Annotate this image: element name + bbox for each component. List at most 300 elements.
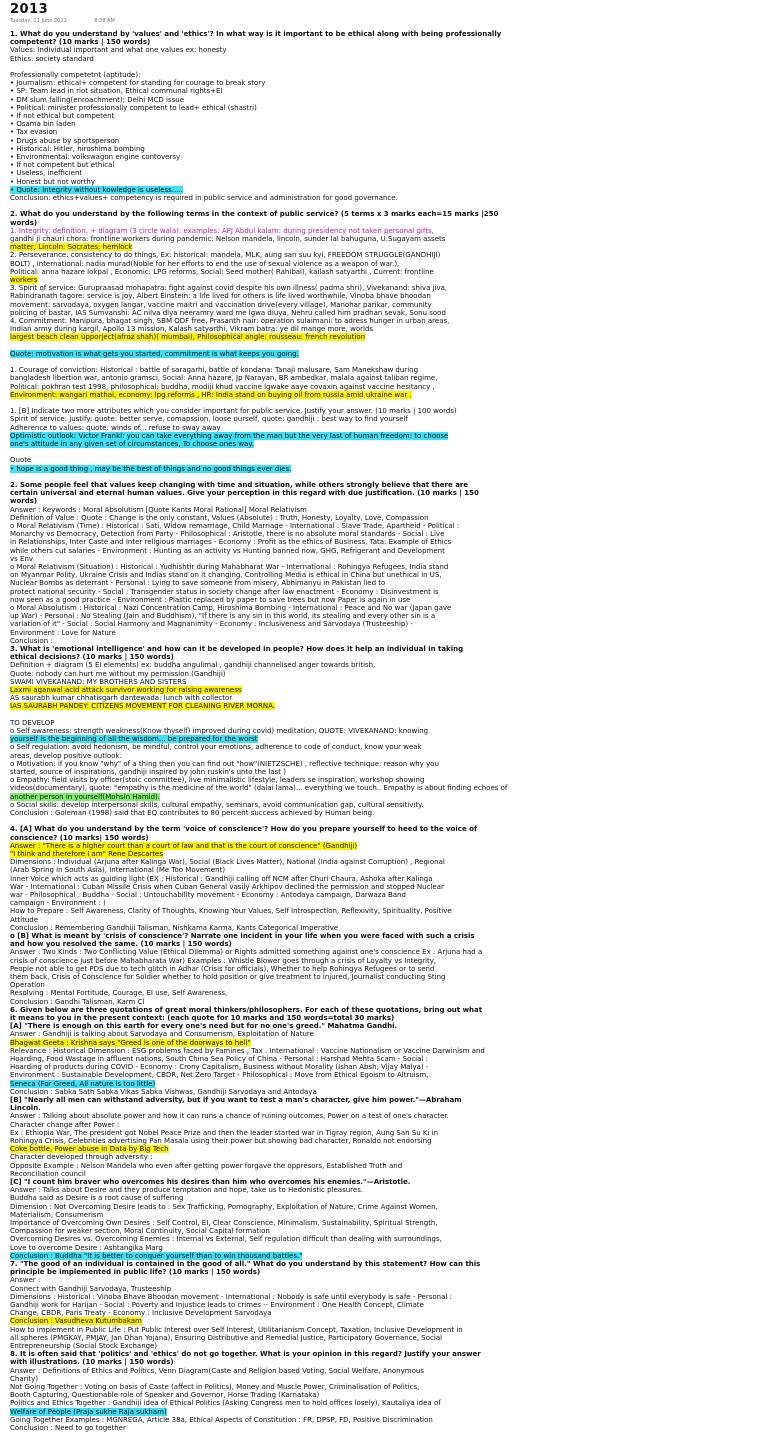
line-text: Ex : Ethiopia War, The president got Nobel Peace Prize and then the leader started war in Tigray region, Aung San Su Ki in [10, 1128, 439, 1137]
text-line [10, 145, 145, 153]
line-text: War - International : Cuban Missile Crisis when Cuban General vasily Arkhipov declined the permission and stopped Nuclear [10, 882, 444, 891]
line-text: • Useless, inefficient [10, 169, 83, 178]
text-line [10, 46, 227, 54]
text-line [10, 719, 54, 727]
text-line [10, 350, 299, 358]
text-line [10, 374, 437, 382]
line-text: Monarchy vs Democracy, Detection from Party - Philosophical : Aristotle, there is no absolute moral standards - Social : Live [10, 530, 445, 539]
line-text: Answer : [10, 1276, 41, 1285]
line-text: o Moral Relativism (Time) : Historical : Sati, Widow remarriage, Child Marriage - International : Slave Trade, Apartheid - Political : [10, 522, 460, 530]
line-text: principle be implemented in public life? (10 marks | 150 words) [10, 1268, 261, 1277]
line-text: words) [10, 218, 38, 227]
text-line [10, 366, 418, 374]
line-text: • Political: minister professionally competent to lead+ ethical (shastri) [10, 103, 257, 112]
text-line [10, 219, 37, 227]
text-line [10, 38, 150, 46]
text-line [10, 96, 184, 104]
line-text: Optimistic outlook: Victor Frankl: you can take everything away from the man but the very last of human freedom: to choose [10, 431, 449, 440]
text-line [10, 1170, 86, 1178]
line-text: Dimension : Not Overcoming Desire leads to : Sex Trafficking, Pornography, Exploitation of Nature, Crime Against Women, [10, 1202, 438, 1211]
line-text: Dimensions : Historical : Vinoba Bhave Bhoodan movement - International : Nobody is safe until everybody is safe - Personal : [10, 1292, 452, 1301]
text-line [10, 1014, 394, 1022]
line-text: Compassion for weaker section, Moral Continuity, Social Capital formation [10, 1227, 270, 1236]
text-line [10, 612, 435, 620]
text-line [10, 686, 242, 694]
line-text: Gandhiji work for Harijan - Social : Poverty and Injustice leads to crimes -- Environment : One Health Concept, Climate [10, 1301, 424, 1309]
text-line [10, 497, 37, 505]
text-line [10, 776, 424, 784]
line-text: Indian army during kargil, Apollo 13 mission, Kalash satyarthi, Vikram batra: ye dil mange more, worlds [10, 325, 374, 334]
line-text: 2. Perseverance: consistency to do things, Ex: historical: mandela, MLK, aung san suu kyi, FREEDOM STRUGGLE(GANDHIJI) [10, 251, 441, 260]
text-line [10, 694, 232, 702]
text-line [10, 1030, 314, 1038]
text-line [10, 227, 434, 235]
text-line [10, 1309, 272, 1317]
line-text: Going Together Examples : MGNREGA, Article 38a, Ethical Aspects of Constitution : FR, DPSP, FD, Positive Discrimination [10, 1415, 433, 1424]
text-line [10, 1194, 184, 1202]
line-text: Ethics: society standard [10, 54, 94, 63]
line-text: Relevance : Historical Dimension : ESG problems faced by Famines , Tax . International : Vaccine Nationalism or Vaccine Darwinism and [10, 1046, 485, 1055]
line-text: all spheres (PMGKAY, PMJAY, Jan Dhan Yojana), Ensuring Distributive and Remedial Justice, Participatory Governance, Social [10, 1333, 443, 1342]
text-line [10, 760, 439, 768]
text-line [10, 432, 448, 440]
text-line [10, 415, 408, 423]
text-line [10, 1055, 428, 1063]
text-line [10, 702, 275, 710]
text-line [10, 383, 435, 391]
text-line [10, 571, 442, 579]
text-line [10, 866, 225, 874]
line-text: vs Env [10, 554, 34, 563]
text-line [10, 891, 406, 899]
text-line [10, 629, 116, 637]
text-line [10, 1071, 428, 1079]
line-text: • DM slum falling(enroachment); Delhi MCD issue [10, 95, 184, 104]
line-text: 1. What do you understand by 'values' and 'ethics'? In what way is it important to be ethical along with being professionally [10, 30, 502, 38]
line-text: Love to overcome Desire : Ashtangika Marg [10, 1243, 163, 1252]
text-line [10, 161, 114, 169]
text-line [10, 1317, 142, 1325]
line-text: • hope is a good thing , may be the best of things and no good things ever dies. [10, 464, 292, 473]
line-text: Quote [10, 456, 32, 465]
line-text: 3. What is 'emotional intelligence' and how can it be developed in people? How does it help an individual in taking [10, 645, 464, 653]
text-line [10, 1424, 126, 1432]
line-text: 2. What do you understand by the following terms in the context of public service? (5 terms x 3 marks each=15 marks |250 [10, 210, 499, 219]
line-text: [A] "There is enough on this earth for every one's need but for no one's greed." Mahatma Gandhi. [10, 1022, 398, 1031]
text-line [10, 998, 144, 1006]
line-text: Answer : Definitions of Ethics and Politics, Venn Diagram(Caste and Religion based Voting, Social Welfare, Anonymous [10, 1366, 424, 1375]
text-line [10, 260, 399, 268]
text-line [10, 79, 265, 87]
line-text: o Self regulation: avoid hedonism, be mindful, control your emotions, adherence to code of conduct, know your weak [10, 743, 422, 752]
text-line [10, 1006, 482, 1014]
line-text: o Motivation: if you know "why" of a thing then you can find out "how"(NIETZSCHE) , reflective technique: reason why you [10, 759, 439, 768]
text-line [10, 637, 53, 645]
text-line [10, 481, 468, 489]
line-text: Professionally competetnt (aptitude): [10, 71, 141, 79]
text-line [10, 1383, 419, 1391]
text-line [10, 1227, 270, 1235]
text-line [10, 752, 122, 760]
text-line [10, 604, 451, 612]
line-text: o Social skills: develop interpersonal skills, cultural empathy, seminars, avoid communication gap, cultural sensitivity. [10, 800, 424, 809]
line-text: BOLT) , international: nadia murad(Noble for her efforts to end the use of sexual violence as a weapon of war.), [10, 259, 400, 268]
text-line [10, 1153, 152, 1161]
text-line [10, 555, 33, 563]
line-text: People not able to get PDS due to tech glitch in Adhar (Crisis for officials), Whether to help Rohingya Refugees or to send [10, 964, 435, 973]
text-line [10, 317, 449, 325]
line-text: Political: pokhran test 1998, philosophical: buddha, modiji khud vaccine lgwake aaye covaxin against vaccine hesitancy , [10, 382, 435, 391]
text-line [10, 1391, 319, 1399]
line-text: Conclusion : Gandhi Talisman, Karm Cl [10, 997, 145, 1006]
line-text: campaign - Environment : ) [10, 899, 106, 908]
text-line [10, 1375, 38, 1383]
text-line [10, 1235, 442, 1243]
line-text: in Relationships, Inter Caste and Inter religious marriages - Economy : Profit as the ethics of Business, Tata: Example of Ethics [10, 538, 452, 547]
line-text: Environment : Love for Nature [10, 628, 116, 637]
text-line [10, 1293, 452, 1301]
text-line [10, 120, 76, 128]
text-line [10, 325, 373, 333]
line-text: Inner Voice which acts as guiding light (EX : Historical : Gandhiji calling off NCM after Churi Chaura, Ashoka after Kalinga [10, 874, 433, 883]
text-line [10, 1088, 317, 1096]
line-text: Answer : Keywords : Moral Absolutism [Quote Kants Moral Rational] Moral Relativism [10, 505, 307, 514]
line-text: movement: sarvodaya, oxygen langar, vaccine maitri and vaccination drive(every village), Manohar parikar, community [10, 300, 432, 309]
line-text: TO DEVELOP [10, 718, 55, 727]
text-line [10, 809, 374, 817]
text-line [10, 678, 186, 686]
text-line [10, 1162, 402, 1170]
text-line [10, 957, 436, 965]
text-line [10, 1276, 40, 1284]
text-line [10, 276, 38, 284]
text-line [10, 1211, 103, 1219]
text-line [10, 1203, 438, 1211]
text-line [10, 1358, 174, 1366]
line-text: Conclusion : Sabka Sath Sabka Vikas Sabka Vishwas, Gandhiji Sarvodaya and Antodaya [10, 1087, 317, 1096]
line-text: Laxmi aganwal acid attack survivor working for raising awareness [10, 686, 242, 694]
line-text: • Journalism: ethical+ competent for standing for courage to break story [10, 79, 266, 88]
line-text: conscience? (10 marks| 150 words) [10, 833, 149, 842]
text-line [10, 784, 507, 792]
line-text: Bhagwat Geeta : Krishna says "Greed is one of the doorways to hell" [10, 1038, 251, 1047]
line-text: Operation [10, 981, 45, 990]
line-text: Conclusion : [10, 636, 53, 645]
line-text: • Quote: integrity without kowledge is useless..... [10, 185, 183, 194]
line-text: • Tax evasion [10, 128, 58, 137]
line-text: Spirit of service: justify: quote: better serve, comapssion, loose ourself, quote: gandhiji : best way to find yourself [10, 415, 409, 424]
text-line [10, 989, 227, 997]
line-text: with illustrations. (10 marks | 150 words) [10, 1358, 174, 1367]
line-text: Coke bottle, Power abuse in Data by Big Tech [10, 1145, 169, 1154]
line-text: • SP: Team lead in riot situation, Ethical communal rights+EI [10, 87, 223, 96]
text-line [10, 973, 445, 981]
text-line [10, 1408, 167, 1416]
text-line [10, 243, 132, 251]
line-text: Conclusion : Need to go together [10, 1424, 126, 1432]
line-text: Overcoming Desires vs. Overcoming Enemies : Internal vs External, Self regulation difficult than dealing with surroundings, [10, 1235, 442, 1244]
text-line [10, 1022, 397, 1030]
text-line [10, 907, 452, 915]
text-line [10, 284, 447, 292]
text-line [10, 948, 482, 956]
line-text: yourself is the beginning of all the wisdom... be prepared for the worst [10, 735, 258, 744]
text-line [10, 87, 223, 95]
line-text: 1. [B] Indicate two more attributes which you consider important for public service. Justify your answer. (10 marks | 100 words) [10, 407, 457, 416]
text-line [10, 1268, 260, 1276]
time-label: 8:38 AM [94, 18, 115, 24]
text-line [10, 440, 254, 448]
line-text: matter, Lincoln: Socrates: hemlock [10, 243, 133, 252]
line-text: • Honest but not worthy [10, 177, 96, 186]
line-text: Definition of Value : Quote : Change is the only constant, Values (Absolute) : Truth, Honesty, Loyalty, Love, Compassion [10, 513, 429, 522]
line-text: Booth Capturing, Questionable role of Speaker and Governor, Horse Trading (Karnataka) [10, 1391, 320, 1400]
text-line [10, 670, 226, 678]
text-line [10, 842, 357, 850]
line-text: Answer : Talks about Desire and they produce temptation and hope, take us to Hedonistic pleasures. [10, 1186, 364, 1195]
line-text: • Drugs abuse by sportsperson [10, 136, 120, 145]
text-line [10, 407, 457, 415]
text-line [10, 424, 221, 432]
text-line [10, 875, 433, 883]
line-text: Welfare of People (Praja sukhe Raja sukham) [10, 1407, 167, 1416]
text-line [10, 1096, 462, 1104]
text-line [10, 1063, 428, 1071]
line-text: while others cut salaries - Environment : Hunting as an activity vs Hunting banned now, GHG, Refrigerant and Development [10, 546, 445, 555]
line-text: AS saurabh kumar chhatisgarh dantewada: lunch with collector [10, 694, 233, 703]
line-text: Answer : "There is a higher court than a court of law and that is the court of conscience" (Gandhiji) [10, 841, 358, 850]
line-text: • If not ethical but competent [10, 112, 115, 120]
line-text: and how you resolved the same. (10 marks | 150 words) [10, 940, 232, 949]
text-line [10, 506, 307, 514]
line-text: gandhi ji chauri chora: frontline workers during pandemic: Nelson mandela, lincoln, sunder lal bahuguna, U.Sugayam assets [10, 235, 446, 243]
line-text: Materialism, Consumerism [10, 1210, 104, 1219]
text-line [10, 292, 431, 300]
line-text: o Empathy: field visits by officer(stoic committee), live minimalistic lifestyle, leaders se inspiration, workshop showing [10, 776, 425, 785]
text-line [10, 128, 57, 136]
line-text: 8. It is often said that 'politics' and 'ethics' do not go together. What is your opinion in this regard? Justify your answer [10, 1350, 481, 1359]
text-line [10, 1342, 157, 1350]
text-line [10, 538, 451, 546]
line-text: Conclusion : Remembering Gandhiji Talisman, Nishkama Karma, Kants Categorical Imperative [10, 923, 339, 932]
text-line [10, 391, 412, 399]
text-line [10, 793, 160, 801]
text-line [10, 235, 445, 243]
line-text: policing of bastar, IAS Sumvanshi: AC nilva diya neeramry ward me lgwa diuya, Nehru called him pradhan sevak, Sonu sood [10, 308, 446, 317]
line-text: Adherence to values: quote: winds of... refuse to sway away [10, 423, 221, 432]
page-meta [10, 18, 141, 24]
line-text: 1. Integrity: definition: + diagram (3 circle wala): examples: APJ Abdul kalam: during presidency not taken personal gifts, [10, 226, 434, 235]
line-text: Answer : Two Kinds : Two Conflicting Value (Ethical Dilemma) or Rights admitted something against one's conscience Ex : Arjuna had a [10, 948, 483, 957]
text-line [10, 899, 106, 907]
text-line [10, 653, 174, 661]
line-text: Nuclear Bombs as deterrant - Personal : Lying to save someone from misery, Abhimanyu in Pakistan lied to [10, 579, 386, 588]
text-line [10, 727, 428, 735]
line-text: SWAMI VIVEKANAND: MY BROTHERS AND SISTERS [10, 677, 187, 686]
line-text: Answer : Gandhiji is talking about Sarvodaya and Consumerism, Exploitation of Nature [10, 1030, 314, 1039]
line-text: • If not competent but ethical [10, 161, 115, 170]
text-line [10, 1145, 169, 1153]
text-line [10, 579, 385, 587]
line-text: Resolving : Mental Fortitude, Courage, EI use, Self Awareness, [10, 989, 228, 998]
text-line [10, 301, 432, 309]
text-line [10, 186, 183, 194]
line-text: How to implement in Public Life : Put Public Interest over Self Interest, Utilitarianism Concept, Taxation, Inclusive Development in [10, 1325, 463, 1334]
line-text: Entrepreneurship (Social Stock Exchange) [10, 1342, 158, 1350]
line-text: them back, Crisis of Conscience for Soldier whether to hold position or give treatment to injured, Journalist conducting Sting [10, 973, 446, 981]
line-text: protect national security - Social : Transgender status in society change after law enactment - Economy : Disinvestment is [10, 587, 439, 596]
line-text: Values: Individual important and what one values ex: honesty [10, 46, 227, 55]
line-text: Connect with Gandhiji Sarvodaya, Trusteeship [10, 1284, 172, 1293]
text-line [10, 1416, 433, 1424]
page-title: 2013 [10, 2, 49, 17]
line-text: started, source of inspirations, gandhiji inspired by john ruskin's unto the last ) [10, 768, 287, 776]
text-line [10, 1186, 363, 1194]
line-text: it means to you in the present context: (each quote for 10 marks and 150 words=total 30 marks) [10, 1014, 395, 1022]
line-text: 7. "The good of an individual is contained in the good of all." What do you understand by this statement? How can this [10, 1260, 481, 1268]
line-text: o Moral Absolutism : Historical : Nazi Concentration Camp, Hiroshima Bombing - International : Peace and No war (Japan gave [10, 604, 452, 612]
text-line [10, 210, 498, 218]
text-line [10, 858, 445, 866]
line-text: Hoarding, Food Wastage in affluent nations, South China Sea Policy of China - Personal : Harshad Mehta Scam - Social : [10, 1055, 428, 1063]
text-line [10, 883, 444, 891]
line-text: 4. [A] What do you understand by the term 'voice of conscience'? How do you prepare yourself to heed to the voice of [10, 825, 477, 834]
line-text: Rohingya Crisis, Celebrities advertising Pan Masala using their power but showing bad character, Ronaldo not endorsing [10, 1137, 432, 1145]
line-text: Not Going Together : Voting on basis of Caste (affect in Politics), Money and Muscle Power, Criminalisation of Politics, [10, 1383, 420, 1391]
date-label: Tuesday, 21 June 2022 [10, 18, 67, 24]
text-line [10, 1137, 432, 1145]
line-text: Rabindranath tagore: service is joy, Albert Einstein: a life lived for others is life lived worthwhile, Vinoba bhave bhoodan [10, 292, 431, 301]
text-line [10, 1326, 463, 1334]
line-text: How to Prepare : Self Awareness, Clarity of Thoughts, Knowing Your Values, Self Introspection, Reflexivity, Spirituality, Positive [10, 907, 452, 916]
line-text: Hoarding of products during COVID - Economy : Crony Capitalism, Business without Morality (Ishan Absh, Vijay Malya) - [10, 1063, 429, 1072]
text-line [10, 596, 410, 604]
line-text: Conclusion: ethics+values+ competency is required in public service and administration for good governance. [10, 194, 398, 202]
text-line [10, 563, 448, 571]
text-line [10, 1301, 424, 1309]
text-line [10, 71, 140, 79]
line-text: crisis of conscience just before Mahabharata War) Examples : Whistle Blower goes through a crisis of Loyalty vs Integrity, [10, 956, 437, 965]
line-text: "I think and therefore I am" Rene Descartes [10, 850, 163, 858]
line-text: o [B] What is meant by 'crisis of conscience'? Narrate one incident in your life when you were faced with such a crisis [10, 932, 475, 940]
text-line [10, 620, 413, 628]
line-text: Quote: nobody can hurt me without my permission.(Gandhiji) [10, 669, 226, 678]
text-line [10, 735, 258, 743]
text-line [10, 588, 439, 596]
text-line [10, 916, 38, 924]
line-text: Conclusion : Vasudheva Kutumbakam [10, 1317, 142, 1326]
line-text: 6. Given below are three quotations of great moral thinkers/philosophers. For each of these quotations, bring out what [10, 1005, 483, 1014]
line-text: o Self awareness: strength weakness(Know thyself) improved during covid) meditation, QUOTE: VIVEKANAND: knowing [10, 727, 429, 735]
text-line [10, 1080, 155, 1088]
line-text: one's attitude in any given set of circumstances, To choose ones way. [10, 440, 254, 448]
text-line [10, 645, 463, 653]
line-text: areas, develop positive outlook. [10, 751, 122, 760]
text-line [10, 547, 445, 555]
text-line [10, 1178, 410, 1186]
line-text: workers [10, 276, 38, 284]
line-text: Opposite Example : Nelson Mandela who even after getting power forgave the oppresors, Established Truth and [10, 1161, 403, 1170]
line-text: war - Philosophical : Buddha - Social : Untouchability movement - Economy : Antodaya campaign, Darwaza Band [10, 891, 406, 899]
line-text: Environment: wangari mathai, economy: lpg reforms , HR: India stand on buying oil from russia amid ukraine war . [10, 390, 412, 399]
line-text: Reconciliation council [10, 1169, 86, 1178]
text-line [10, 1244, 163, 1252]
line-text: certain universal and eternal human values. Give your perception in this regard with due justification. (10 marks | 150 [10, 489, 479, 498]
text-line [10, 1219, 438, 1227]
line-text: Buddha said as Desire is a root cause of suffering [10, 1194, 184, 1203]
text-line [10, 268, 434, 276]
line-text: another person in yourself(Mohsin Hamid). [10, 792, 160, 801]
line-text: Seneca (For Greed, All nature is too little) [10, 1079, 156, 1088]
text-line [10, 850, 163, 858]
line-text: Answer : Talking about absolute power and how it can runs a chance of ruining outcomes, Power on a test of one's character. [10, 1112, 449, 1121]
text-line [10, 169, 82, 177]
line-text: 2. Some people feel that values keep changing with time and situation, while others strongly believe that there are [10, 481, 469, 489]
text-line [10, 1260, 480, 1268]
text-line [10, 530, 444, 538]
line-text: 3. Spirit of service: Gurupraasad mohapatra: fight against covid despite his own illness( padma shri), Vivekanand: shiva jiva, [10, 284, 448, 293]
line-text: o Moral Relativism (Situation) : Historical : Yudhishtir during Mahabharat War - International : Rohingya Refugees, India stand [10, 563, 449, 571]
line-text: • Osama bin laden [10, 120, 76, 129]
line-text: on Myanmar Polity, Ukraine Crisis and Indias stand on it changing, Controlling Media is ethical in China but unethical in US, [10, 571, 442, 580]
text-line [10, 465, 291, 473]
text-line [10, 1350, 481, 1358]
line-text: now seen as a good practice - Environment : Plastic replaced by paper to save trees but now Paper is again in use [10, 595, 411, 604]
text-line [10, 932, 475, 940]
text-line [10, 104, 257, 112]
line-text: ethical decisions? (10 marks | 150 words) [10, 653, 174, 662]
text-line [10, 940, 232, 948]
text-line [10, 178, 95, 186]
text-line [10, 55, 94, 63]
line-text: Charity) [10, 1374, 39, 1383]
line-text: (Arab Spring in South Asia), International (Me Too Movement) [10, 866, 226, 875]
text-line [10, 30, 501, 38]
text-line [10, 924, 338, 932]
line-text: Political: anna hazare lokpal , Economic: LPG reforms, Social: Seed mother( Rahibai), kailash satyarthi , Current: frontline [10, 267, 434, 276]
text-line [10, 1129, 438, 1137]
line-text: videos(documentary), quote: "empathy is the medicine of the world" (dalai lama)... everything we touch.. Empathy is about finding echoes of [10, 784, 508, 793]
text-line [10, 112, 114, 120]
text-line [10, 1039, 251, 1047]
text-line [10, 834, 149, 842]
line-text: 1. Courage of conviction: Historical : battle of saragarhi, battle of kondana: Tanaji malusare, Sam Manekshaw during [10, 366, 419, 375]
text-line [10, 137, 119, 145]
text-line [10, 768, 286, 776]
line-text: Change, CBDR, Paris Treaty - Economy : Inclusive Development Sarvodaya [10, 1309, 272, 1318]
line-text: Conclusion : Buddha "It is better to conquer yourself than to win thousand battles." [10, 1251, 303, 1260]
text-line [10, 1399, 441, 1407]
line-text: Environment : Sustainable Development, CBDR, Net Zero Target - Philosophical : Move from Ethical Egoism to Altruism, [10, 1071, 429, 1080]
line-text: Importance of Overcoming Own Desires : Self Control, EI, Clear Conscience, Minimalism, Sustainability, Spiritual Strength, [10, 1219, 438, 1227]
text-line [10, 1112, 449, 1120]
text-line [10, 522, 459, 530]
line-text: competent? (10 marks | 150 words) [10, 38, 151, 47]
text-line [10, 1121, 119, 1129]
text-line [10, 153, 180, 161]
text-line [10, 801, 423, 809]
text-line [10, 1252, 302, 1260]
text-line [10, 194, 398, 202]
line-text: up War) - Personal : No Stealing (Jain and Buddhism), "If there is any sin in this world, its stealing and every other sin is a [10, 612, 436, 621]
text-line [10, 981, 45, 989]
line-text: Conclusion : Goleman (1998) said that EQ contributes to 80 percent success achieved by Human being. [10, 809, 375, 817]
text-line [10, 1334, 442, 1342]
line-text: largest beach clean upporject(afroz shah)( mumbai), Philosophical angle: rousseau: french revolution [10, 333, 366, 342]
line-text: • Historical: Hitler, hiroshima bombing [10, 144, 145, 153]
line-text: Quote: motivation is what gets you started, commitment is what keeps you going. [10, 349, 299, 358]
line-text: variation of it" - Social : Social Harmony and Magnanimity - Economy : Inclusiveness and Sarvodaya (Trusteeship) - [10, 620, 413, 629]
